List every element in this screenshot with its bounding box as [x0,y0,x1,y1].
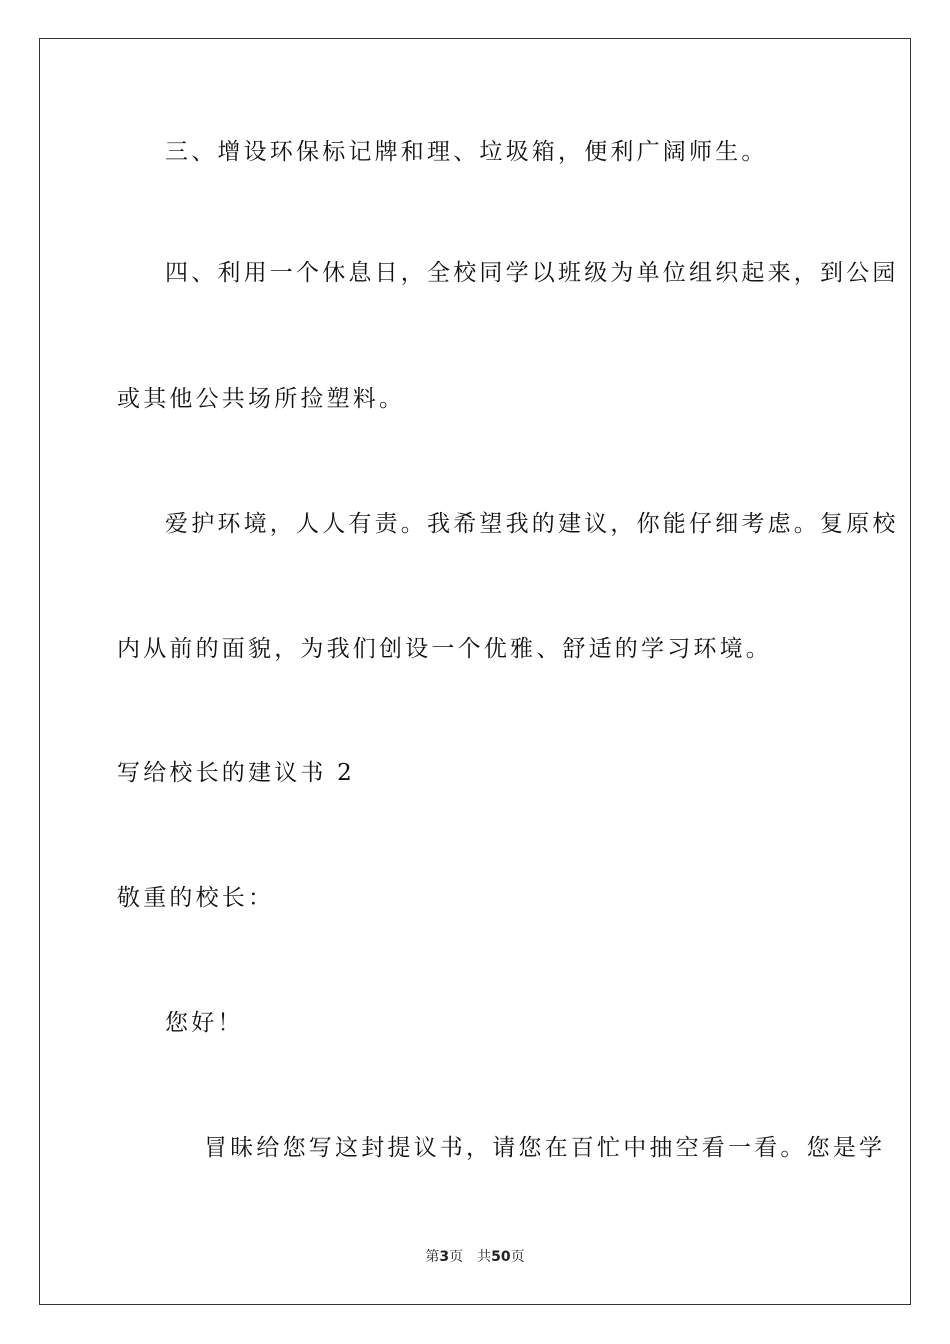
section-heading: 写给校长的建议书 2 [117,760,355,786]
page-frame [39,38,911,1305]
salutation: 敬重的校长： [117,885,275,911]
page-prefix: 第 [425,1249,440,1265]
page-suffix: 页 [449,1249,464,1265]
paragraph-line-4: 爱护环境，人人有责。我希望我的建议，你能仔细考虑。复原校 [165,511,899,537]
page-footer [0,1248,950,1266]
greeting: 您好！ [165,1010,244,1036]
paragraph-line-3: 或其他公共场所捡塑料。 [117,386,406,412]
paragraph-line-2: 四、利用一个休息日，全校同学以班级为单位组织起来，到公园 [165,260,899,286]
total-pages: 50 [491,1249,511,1265]
paragraph-line-5: 内从前的面貌，为我们创设一个优雅、舒适的学习环境。 [117,636,772,662]
paragraph-line-6: 冒昧给您写这封提议书，请您在百忙中抽空看一看。您是学 [204,1135,886,1161]
total-suffix: 页 [510,1249,525,1265]
page-number: 3 [439,1249,450,1265]
paragraph-line-1: 三、增设环保标记牌和理、垃圾箱，便利广阔师生。 [165,139,768,165]
total-prefix: 共 [477,1249,492,1265]
